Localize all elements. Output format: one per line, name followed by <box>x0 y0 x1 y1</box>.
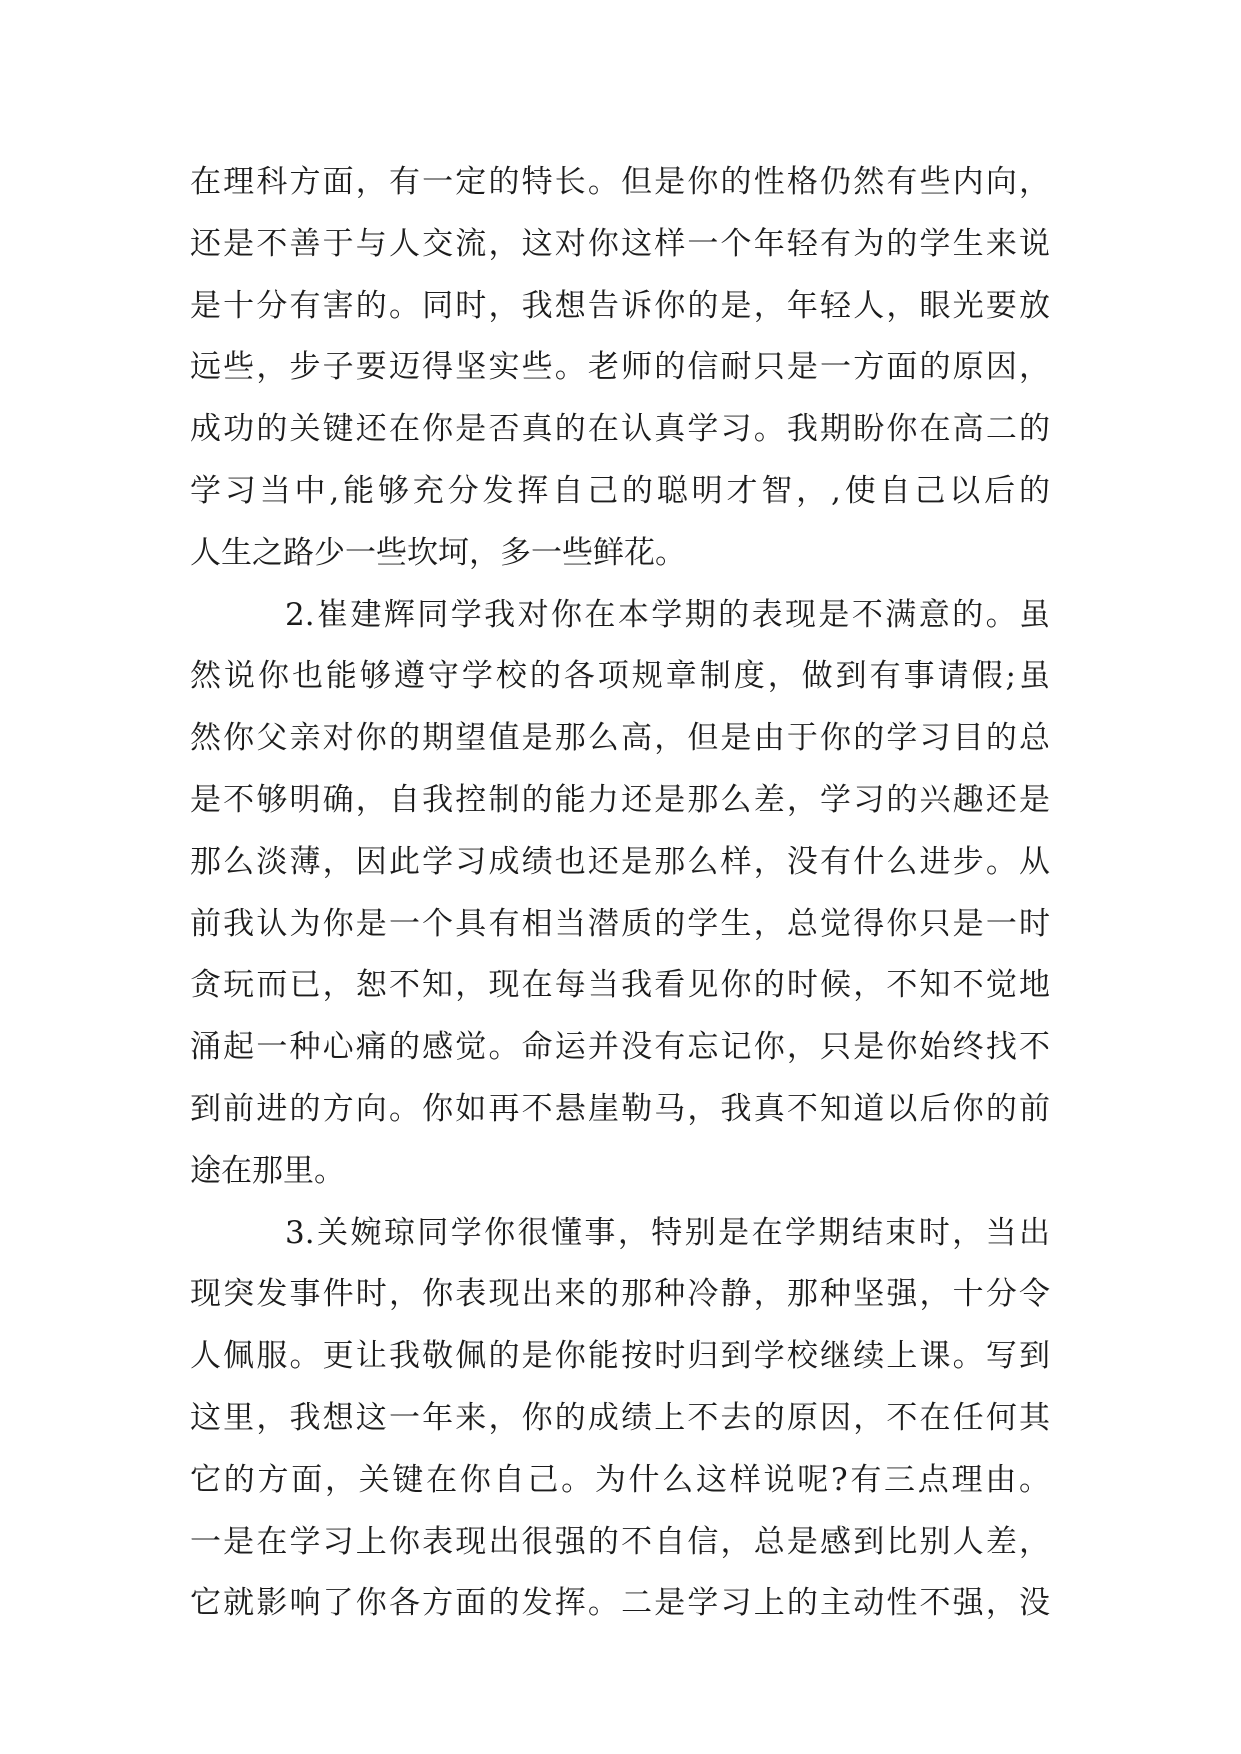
paragraph-2-line-2: 然说你也能够遵守学校的各项规章制度，做到有事请假;虽 <box>190 658 1050 695</box>
paragraph-2-line-1: 2.崔建辉同学我对你在本学期的表现是不满意的。虽 <box>285 596 1050 633</box>
paragraph-2-line-4: 是不够明确，自我控制的能力还是那么差，学习的兴趣还是 <box>190 781 1050 818</box>
paragraph-1-line-3: 是十分有害的。同时，我想告诉你的是，年轻人，眼光要放 <box>190 287 1050 324</box>
document-body <box>190 152 1050 1635</box>
paragraph-3-line-6: 一是在学习上你表现出很强的不自信，总是感到比别人差， <box>190 1523 1050 1560</box>
paragraph-2-line-6: 前我认为你是一个具有相当潜质的学生，总觉得你只是一时 <box>190 905 1050 942</box>
paragraph-2-line-3: 然你父亲对你的期望值是那么高，但是由于你的学习目的总 <box>190 720 1050 757</box>
paragraph-3-line-2: 现突发事件时，你表现出来的那种冷静，那种坚强，十分令 <box>190 1276 1050 1313</box>
paragraph-2-line-8: 涌起一种心痛的感觉。命运并没有忘记你，只是你始终找不 <box>190 1029 1050 1066</box>
paragraph-1-line-7: 人生之路少一些坎坷，多一些鲜花。 <box>190 534 686 571</box>
paragraph-3-line-7: 它就影响了你各方面的发挥。二是学习上的主动性不强，没 <box>190 1585 1050 1622</box>
paragraph-3-line-5: 它的方面，关键在你自己。为什么这样说呢?有三点理由。 <box>190 1461 1050 1498</box>
paragraph-2-line-5: 那么淡薄，因此学习成绩也还是那么样，没有什么进步。从 <box>190 843 1050 880</box>
paragraph-3-line-4: 这里，我想这一年来，你的成绩上不去的原因，不在任何其 <box>190 1399 1050 1436</box>
paragraph-1-line-1: 在理科方面，有一定的特长。但是你的性格仍然有些内向， <box>190 164 1050 200</box>
paragraph-1-line-5: 成功的关键还在你是否真的在认真学习。我期盼你在高二的 <box>190 411 1050 448</box>
paragraph-1-line-6: 学习当中,能够充分发挥自己的聪明才智，,使自己以后的 <box>190 472 1050 509</box>
paragraph-2-line-9: 到前进的方向。你如再不悬崖勒马，我真不知道以后你的前 <box>190 1090 1050 1127</box>
paragraph-2-line-10: 途在那里。 <box>190 1152 345 1189</box>
paragraph-3-line-3: 人佩服。更让我敬佩的是你能按时归到学校继续上课。写到 <box>190 1338 1050 1375</box>
paragraph-1-line-4: 远些，步子要迈得坚实些。老师的信耐只是一方面的原因， <box>190 349 1050 386</box>
paragraph-2-line-7: 贪玩而已，恕不知，现在每当我看见你的时候，不知不觉地 <box>190 967 1050 1004</box>
paragraph-1-line-2: 还是不善于与人交流，这对你这样一个年轻有为的学生来说 <box>190 225 1050 262</box>
paragraph-3-line-1: 3.关婉琼同学你很懂事，特别是在学期结束时，当出 <box>285 1214 1050 1251</box>
